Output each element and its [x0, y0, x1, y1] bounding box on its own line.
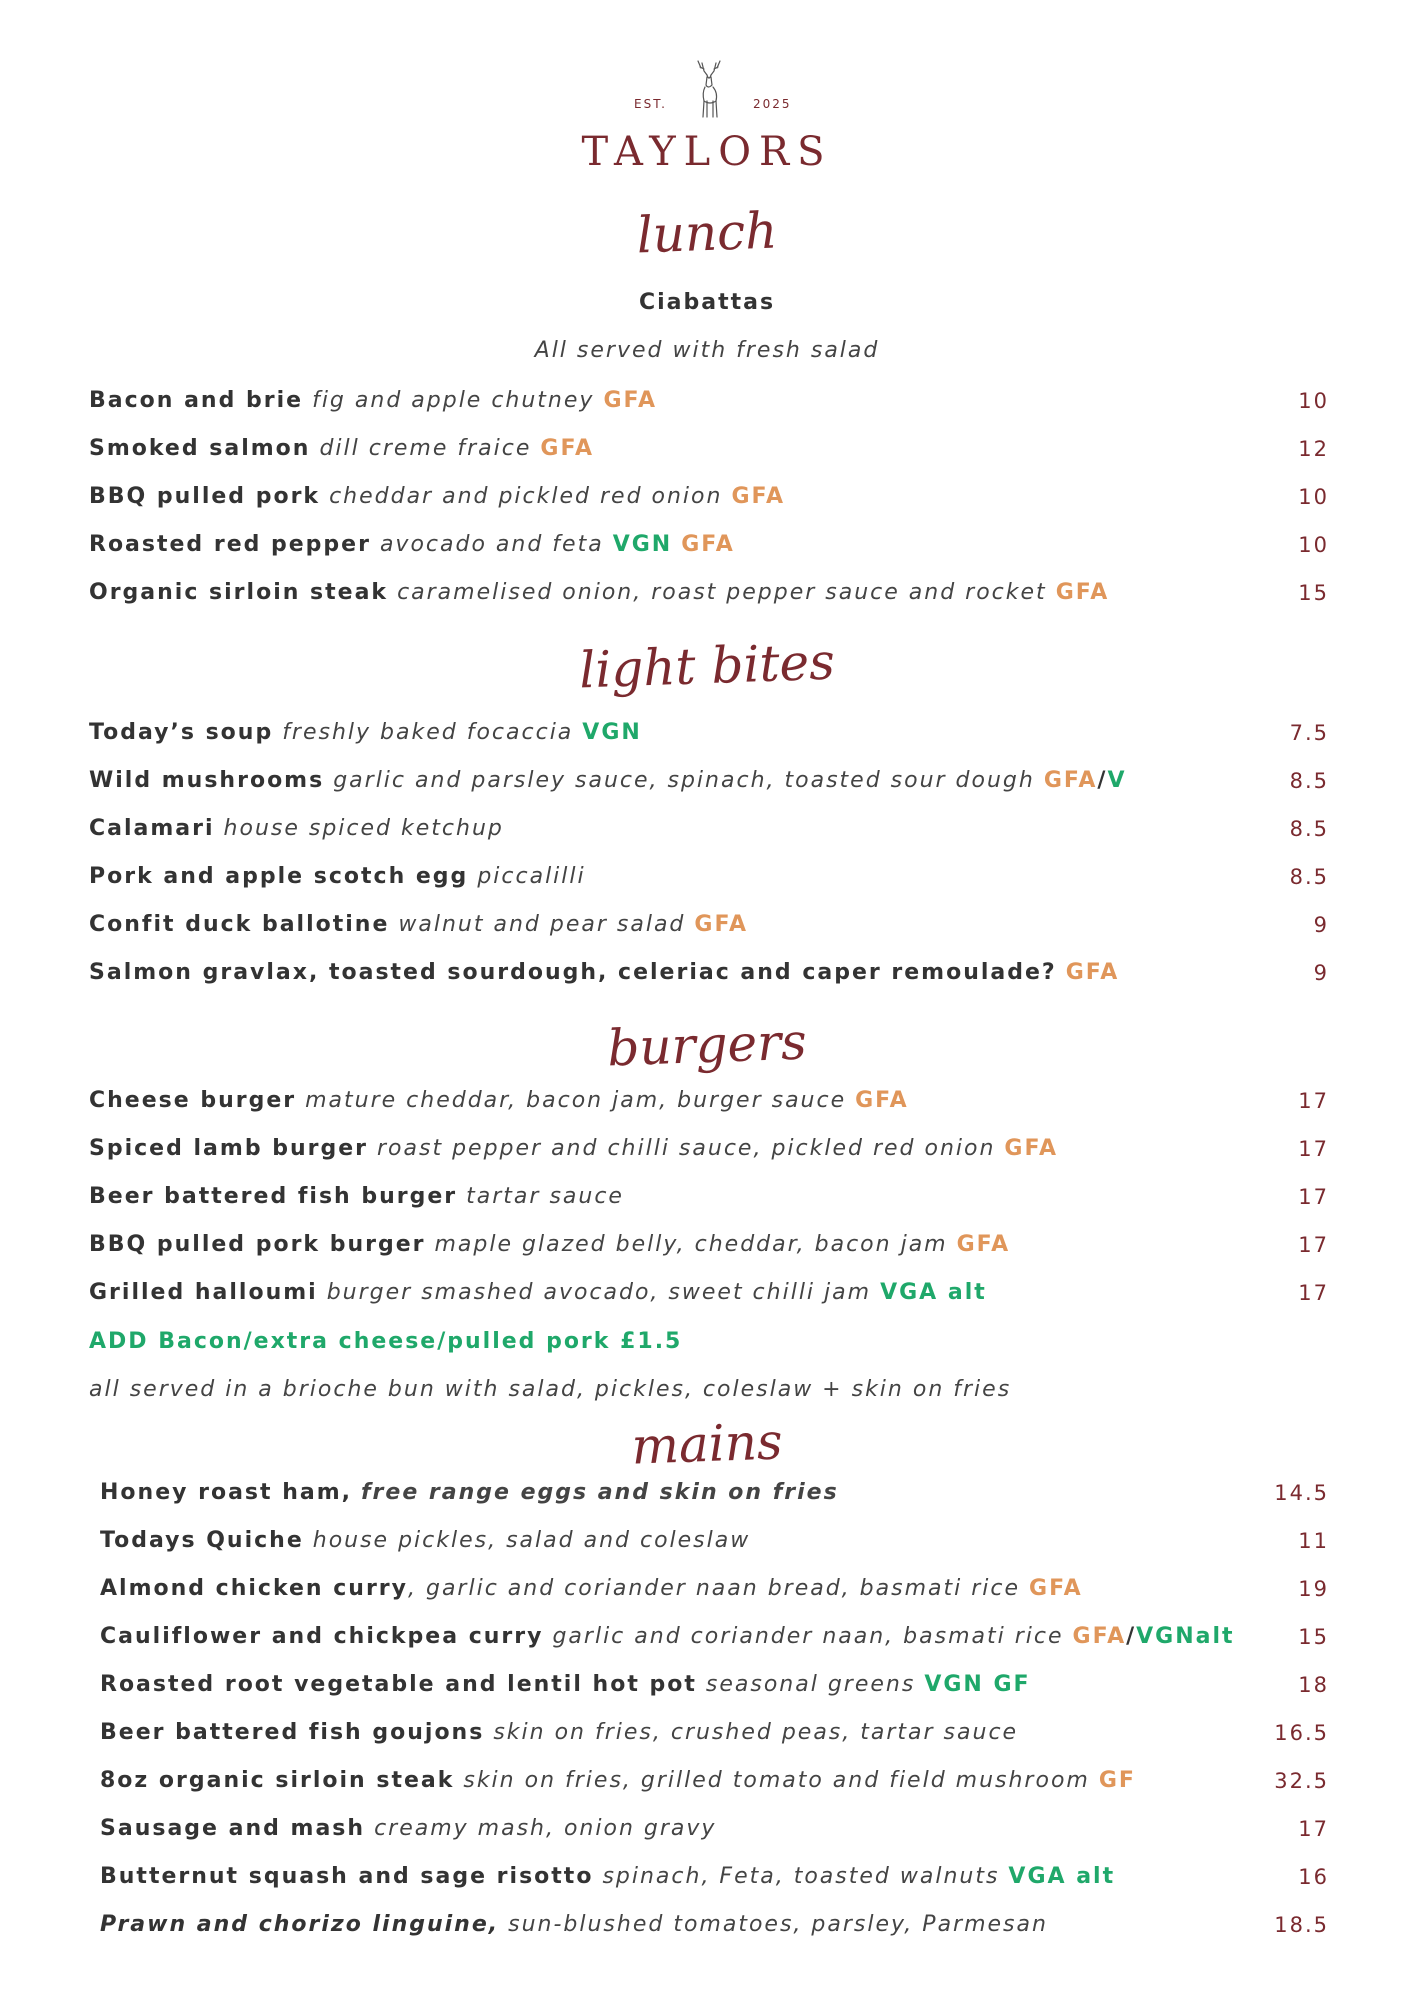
item-name: Salmon gravlax, toasted sourdough, celeriac and caper remoulade?	[89, 960, 1057, 985]
menu-item	[89, 432, 1329, 466]
item-name: Roasted root vegetable and lentil hot pot	[100, 1672, 697, 1697]
item-price: 7.5	[1289, 721, 1329, 745]
item-price: 10	[1298, 485, 1329, 509]
menu-item	[89, 576, 1329, 610]
dietary-tag: VGA alt	[880, 1280, 987, 1305]
menu-item	[89, 908, 1329, 942]
item-desc: fig and apple chutney	[312, 388, 595, 413]
stag-icon	[688, 59, 730, 121]
lunch-note: All served with fresh salad	[534, 338, 880, 363]
menu-header	[0, 55, 1414, 177]
item-name: Sausage and mash	[100, 1816, 366, 1841]
item-price: 17	[1298, 1817, 1329, 1841]
item-desc: skin on fries, crushed peas, tartar sauce	[493, 1720, 1019, 1745]
menu-item	[100, 1908, 1329, 1942]
menu-item	[89, 860, 1329, 894]
menu-item	[89, 716, 1329, 750]
item-price: 8.5	[1289, 769, 1329, 793]
item-desc: burger smashed avocado, sweet chilli jam	[326, 1280, 872, 1305]
item-price: 9	[1313, 913, 1329, 937]
item-desc: free range eggs and skin on fries	[360, 1480, 839, 1505]
subhead-ciabattas: Ciabattas	[638, 290, 776, 315]
menu-item	[100, 1668, 1329, 1702]
item-name: Almond chicken curry	[100, 1576, 408, 1601]
item-name: BBQ pulled pork	[89, 484, 321, 509]
section-title-mains: mains	[630, 1412, 784, 1476]
item-name: Calamari	[89, 816, 215, 841]
item-name: Todays Quiche	[100, 1528, 304, 1553]
item-price: 17	[1298, 1185, 1329, 1209]
dietary-tag: GFA	[540, 436, 594, 461]
section-title-burgers: burgers	[606, 1012, 808, 1078]
item-name: Bacon and brie	[89, 388, 304, 413]
dietary-tag: GFA	[855, 1088, 909, 1113]
menu-item	[89, 1180, 1329, 1214]
dietary-tag: VGN GF	[924, 1672, 1031, 1697]
item-name: Today’s soup	[89, 720, 274, 745]
brand-name: TAYLORS	[581, 129, 833, 175]
menu-item	[100, 1572, 1329, 1606]
item-name: Confit duck ballotine	[89, 912, 390, 937]
item-price: 17	[1298, 1233, 1329, 1257]
dietary-tag: GFA	[1065, 960, 1120, 985]
item-name: Beer battered fish burger	[89, 1184, 458, 1209]
item-desc: , garlic and coriander naan bread, basmati rice	[408, 1576, 1021, 1601]
menu-item	[89, 1228, 1329, 1262]
item-desc: tartar sauce	[466, 1184, 624, 1209]
item-desc: mature cheddar, bacon jam, burger sauce	[305, 1088, 847, 1113]
item-price: 17	[1298, 1137, 1329, 1161]
item-price: 14.5	[1274, 1481, 1329, 1505]
item-price: 8.5	[1289, 817, 1329, 841]
item-price: 18.5	[1274, 1913, 1329, 1937]
item-desc: walnut and pear salad	[398, 912, 686, 937]
item-price: 17	[1298, 1281, 1329, 1305]
dietary-tag: GFA	[1055, 580, 1110, 605]
item-name: Pork and apple scotch egg	[89, 864, 469, 889]
item-desc: piccalilli	[477, 864, 586, 889]
tag-separator: /	[1126, 1624, 1137, 1649]
item-price: 15	[1298, 1625, 1329, 1649]
item-name: Cauliflower and chickpea curry	[100, 1624, 544, 1649]
item-name: Butternut squash and sage risotto	[100, 1864, 594, 1889]
item-name: Prawn and chorizo linguine,	[100, 1912, 500, 1937]
item-desc: cheddar and pickled red onion	[329, 484, 723, 509]
item-desc: garlic and coriander naan, basmati rice	[552, 1624, 1064, 1649]
dietary-tag: VGA alt	[1008, 1864, 1116, 1889]
dietary-tag: GFA	[731, 484, 786, 509]
dietary-tag: GFA	[694, 912, 748, 937]
menu-item	[100, 1476, 1329, 1510]
menu-item	[89, 480, 1329, 514]
item-price: 18	[1298, 1673, 1329, 1697]
item-name: Cheese burger	[89, 1088, 297, 1113]
item-name: Spiced lamb burger	[89, 1136, 368, 1161]
dietary-tag: GFA	[1004, 1136, 1059, 1161]
item-desc: creamy mash, onion gravy	[374, 1816, 717, 1841]
item-desc: house spiced ketchup	[223, 816, 504, 841]
item-desc: spinach, Feta, toasted walnuts	[602, 1864, 1000, 1889]
item-desc: maple glazed belly, cheddar, bacon jam	[434, 1232, 948, 1257]
item-price: 17	[1298, 1089, 1329, 1113]
item-desc: skin on fries, grilled tomato and field mushroom	[463, 1768, 1090, 1793]
item-name: Wild mushrooms	[89, 768, 325, 793]
menu-item	[100, 1764, 1329, 1798]
menu-item	[89, 956, 1329, 990]
dietary-tag: VGN	[612, 532, 673, 557]
item-desc: caramelised onion, roast pepper sauce and rocket	[397, 580, 1047, 605]
item-name: Organic sirloin steak	[89, 580, 389, 605]
item-desc: freshly baked focaccia	[282, 720, 574, 745]
item-price: 19	[1298, 1577, 1329, 1601]
section-title-lunch: lunch	[635, 201, 779, 265]
item-desc: house pickles, salad and coleslaw	[312, 1528, 751, 1553]
item-price: 16	[1298, 1865, 1329, 1889]
dietary-tag: V	[1107, 768, 1127, 793]
item-name: Grilled halloumi	[89, 1280, 318, 1305]
menu-item	[89, 1132, 1329, 1166]
menu-item	[100, 1716, 1329, 1750]
dietary-tag: VGNalt	[1136, 1624, 1235, 1649]
menu-item	[100, 1524, 1329, 1558]
dietary-tag: GFA	[1072, 1624, 1127, 1649]
section-title-light-bites: light bites	[578, 632, 836, 700]
item-price: 16.5	[1274, 1721, 1329, 1745]
burger-note: all served in a brioche bun with salad, pickles, coleslaw + skin on fries	[89, 1377, 1012, 1402]
menu-item	[89, 384, 1329, 418]
menu-item	[89, 1276, 1329, 1310]
dietary-tag: GFA	[1043, 768, 1098, 793]
tag-separator: /	[1097, 768, 1108, 793]
item-name: BBQ pulled pork burger	[89, 1232, 426, 1257]
dietary-tag: GFA	[681, 532, 735, 557]
item-desc: dill creme fraice	[319, 436, 532, 461]
est-label: EST.	[634, 97, 667, 111]
menu-item	[89, 1084, 1329, 1118]
dietary-tag: VGN	[582, 720, 642, 745]
dietary-tag: GFA	[956, 1232, 1011, 1257]
item-name: 8oz organic sirloin steak	[100, 1768, 455, 1793]
item-desc: seasonal greens	[705, 1672, 916, 1697]
item-name: Honey roast ham,	[100, 1480, 352, 1505]
item-price: 10	[1298, 533, 1329, 557]
burger-addons: ADD Bacon/extra cheese/pulled pork £1.5	[89, 1329, 683, 1354]
item-name: Roasted red pepper	[89, 532, 371, 557]
item-desc: garlic and parsley sauce, spinach, toasted sour dough	[333, 768, 1035, 793]
menu-item	[89, 812, 1329, 846]
item-price: 8.5	[1289, 865, 1329, 889]
item-price: 32.5	[1274, 1769, 1329, 1793]
menu-item	[100, 1860, 1329, 1894]
item-price: 12	[1298, 437, 1329, 461]
menu-item	[100, 1812, 1329, 1846]
menu-item	[89, 528, 1329, 562]
item-price: 9	[1313, 961, 1329, 985]
item-name: Beer battered fish goujons	[100, 1720, 485, 1745]
item-desc: sun-blushed tomatoes, parsley, Parmesan	[508, 1912, 1048, 1937]
item-price: 10	[1298, 389, 1329, 413]
dietary-tag: GFA	[1029, 1576, 1083, 1601]
item-desc: roast pepper and chilli sauce, pickled red onion	[377, 1136, 996, 1161]
dietary-tag: GFA	[603, 388, 658, 413]
item-price: 11	[1298, 1529, 1329, 1553]
menu-item	[89, 764, 1329, 798]
menu-item	[100, 1620, 1329, 1654]
dietary-tag: GF	[1098, 1768, 1136, 1793]
item-price: 15	[1298, 581, 1329, 605]
item-name: Smoked salmon	[89, 436, 311, 461]
year-label: 2025	[753, 97, 792, 111]
item-desc: avocado and feta	[379, 532, 604, 557]
